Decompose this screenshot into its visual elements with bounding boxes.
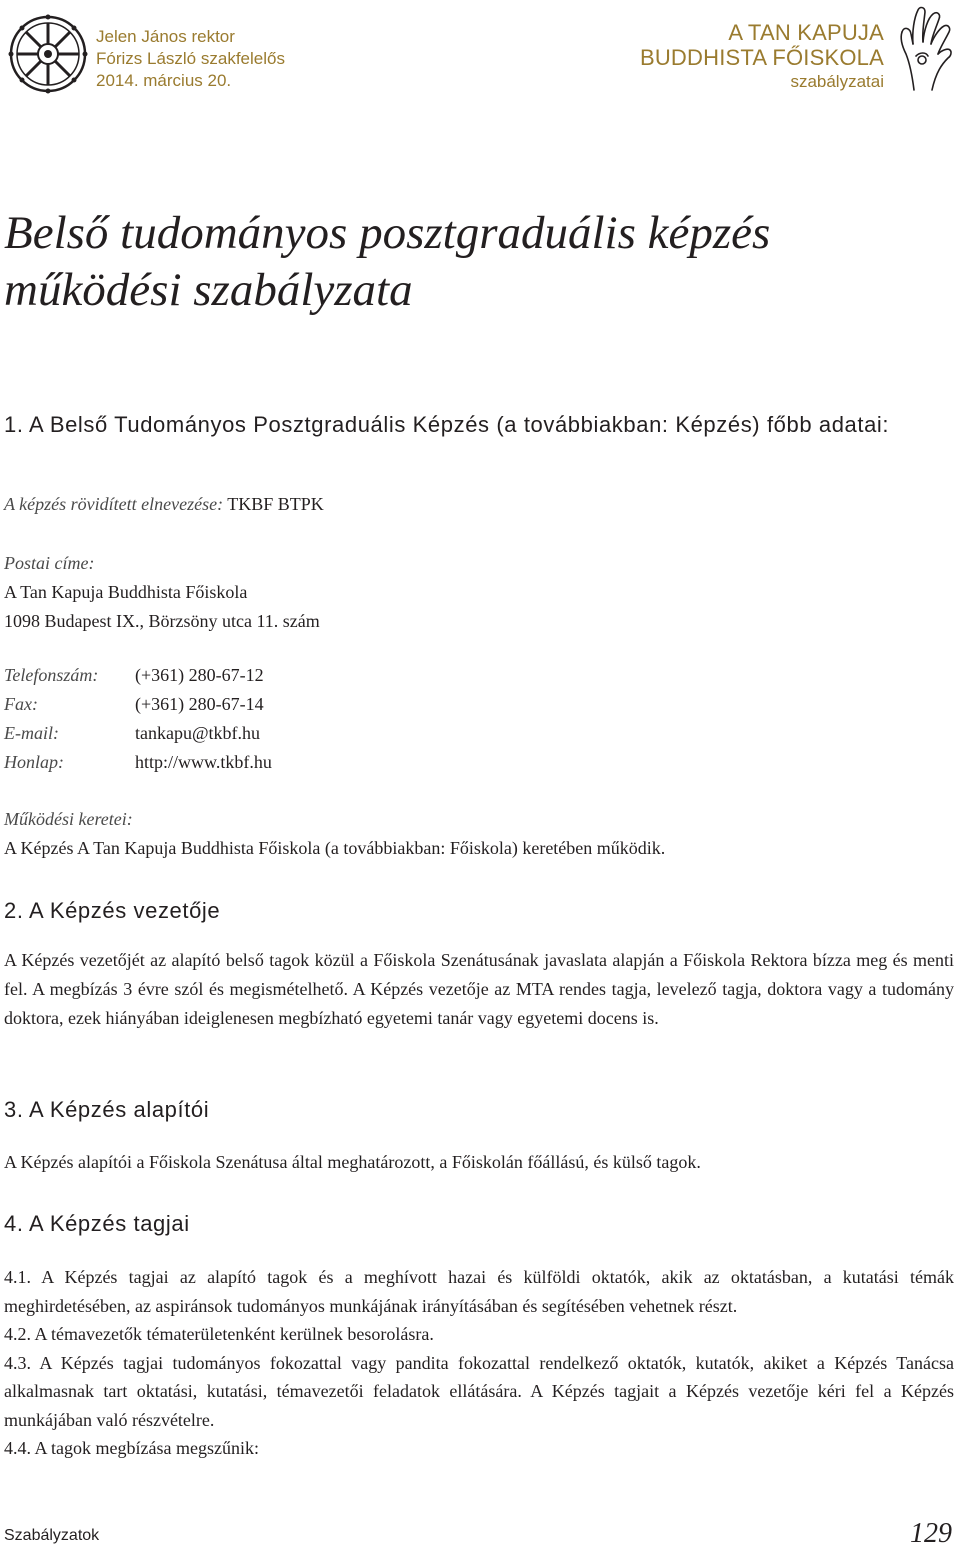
contact-row-email <box>4 719 272 748</box>
institution-line-2: BUDDHISTA FŐISKOLA <box>639 45 884 70</box>
section-4-heading: 4. A Képzés tagjai <box>4 1211 190 1236</box>
section-3-text: A Képzés alapítói a Főiskola Szenátusa által meghatározott, a Főiskolán főállású, és külső tagok. <box>4 1152 701 1172</box>
section-1-heading: 1. A Belső Tudományos Posztgraduális Képzés (a továbbiakban: Képzés) főbb adatai: <box>4 412 890 437</box>
header-rector: Jelen János rektor <box>96 27 235 46</box>
email-link[interactable]: tankapu@tkbf.hu <box>135 723 261 743</box>
header-institution <box>640 20 884 94</box>
postal-line-2: 1098 Budapest IX., Börzsöny utca 11. szám <box>4 611 320 631</box>
contact-value: (+361) 280-67-12 <box>135 665 264 685</box>
paragraph-4-4: 4.4. A tagok megbízása megszűnik: <box>4 1438 259 1458</box>
postal-address <box>4 549 320 636</box>
header-meta <box>96 26 285 92</box>
title-line-2: működési szabályzata <box>4 264 413 316</box>
contact-row-phone <box>4 661 272 690</box>
header-date: 2014. március 20. <box>96 71 232 90</box>
paragraph-4-1: 4.1. A Képzés tagjai az alapító tagok és a meghívott hazai és külföldi oktatók, akik az oktatásban, a kutatási témák meghirdetésében, az aspiránsok tudományos munkájának irányításában és segítésében vehetnek részt. <box>4 1267 954 1316</box>
contact-row-fax <box>4 690 272 719</box>
section-4-body <box>4 1263 954 1463</box>
framework-label: Működési keretei: <box>4 809 133 829</box>
short-name-label: A képzés rövidített elnevezése: <box>4 494 224 514</box>
dharma-wheel-icon <box>8 14 88 94</box>
contact-list <box>4 661 272 777</box>
postal-label: Postai címe: <box>4 553 95 573</box>
paragraph-4-3: 4.3. A Képzés tagjai tudományos fokozattal vagy pandita fokozattal rendelkező oktatók, kutatók, akiket a Képzés Tanácsa alkalmasnak tart oktatási, kutatási, témavezetői feladatok ellátására. A Képzés tagjait a Képzés vezetője kéri fel a Képzés munkájában való részvételre. <box>4 1352 954 1430</box>
paragraph-4-2: 4.2. A témavezetők tématerületenként kerülnek besorolásra. <box>4 1324 434 1344</box>
website-link[interactable]: http://www.tkbf.hu <box>135 752 272 772</box>
contact-key: Fax: <box>4 694 38 714</box>
contact-key: E-mail: <box>4 723 59 743</box>
section-2-heading: 2. A Képzés vezetője <box>4 898 221 923</box>
institution-line-3: szabályzatai <box>790 72 884 91</box>
section-3-heading: 3. A Képzés alapítói <box>4 1097 210 1122</box>
footer-label: Szabályzatok <box>4 1527 100 1544</box>
short-name <box>4 490 324 518</box>
contact-key: Telefonszám: <box>4 665 99 685</box>
title-line-1: Belső tudományos posztgraduális képzés <box>4 207 771 259</box>
section-2-text: A Képzés vezetőjét az alapító belső tagok közül a Főiskola Szenátusának javaslata alapján a Főiskola Rektora bízza meg és menti fel. A megbízás 3 évre szól és megismételhető. A Képzés vezetője az MTA rendes tagja, levelező tagja, doktora vagy a tudomány doktora, ezek hiányában ideiglenesen megbízható egyetemi tanár vagy egyetemi docens is. <box>4 950 954 1028</box>
mudra-hand-icon <box>892 4 956 94</box>
postal-line-1: A Tan Kapuja Buddhista Főiskola <box>4 582 248 602</box>
header-responsible: Fórizs László szakfelelős <box>96 49 285 68</box>
institution-line-1: A TAN KAPUJA <box>728 20 884 45</box>
contact-key: Honlap: <box>4 752 64 772</box>
framework <box>4 805 665 863</box>
framework-text: A Képzés A Tan Kapuja Buddhista Főiskola (a továbbiakban: Főiskola) keretében működik. <box>4 838 666 858</box>
document-title <box>4 205 770 319</box>
page-number: 129 <box>910 1518 952 1549</box>
short-name-value: TKBF BTPK <box>223 494 324 514</box>
contact-row-web <box>4 748 272 777</box>
contact-value: (+361) 280-67-14 <box>135 694 264 714</box>
